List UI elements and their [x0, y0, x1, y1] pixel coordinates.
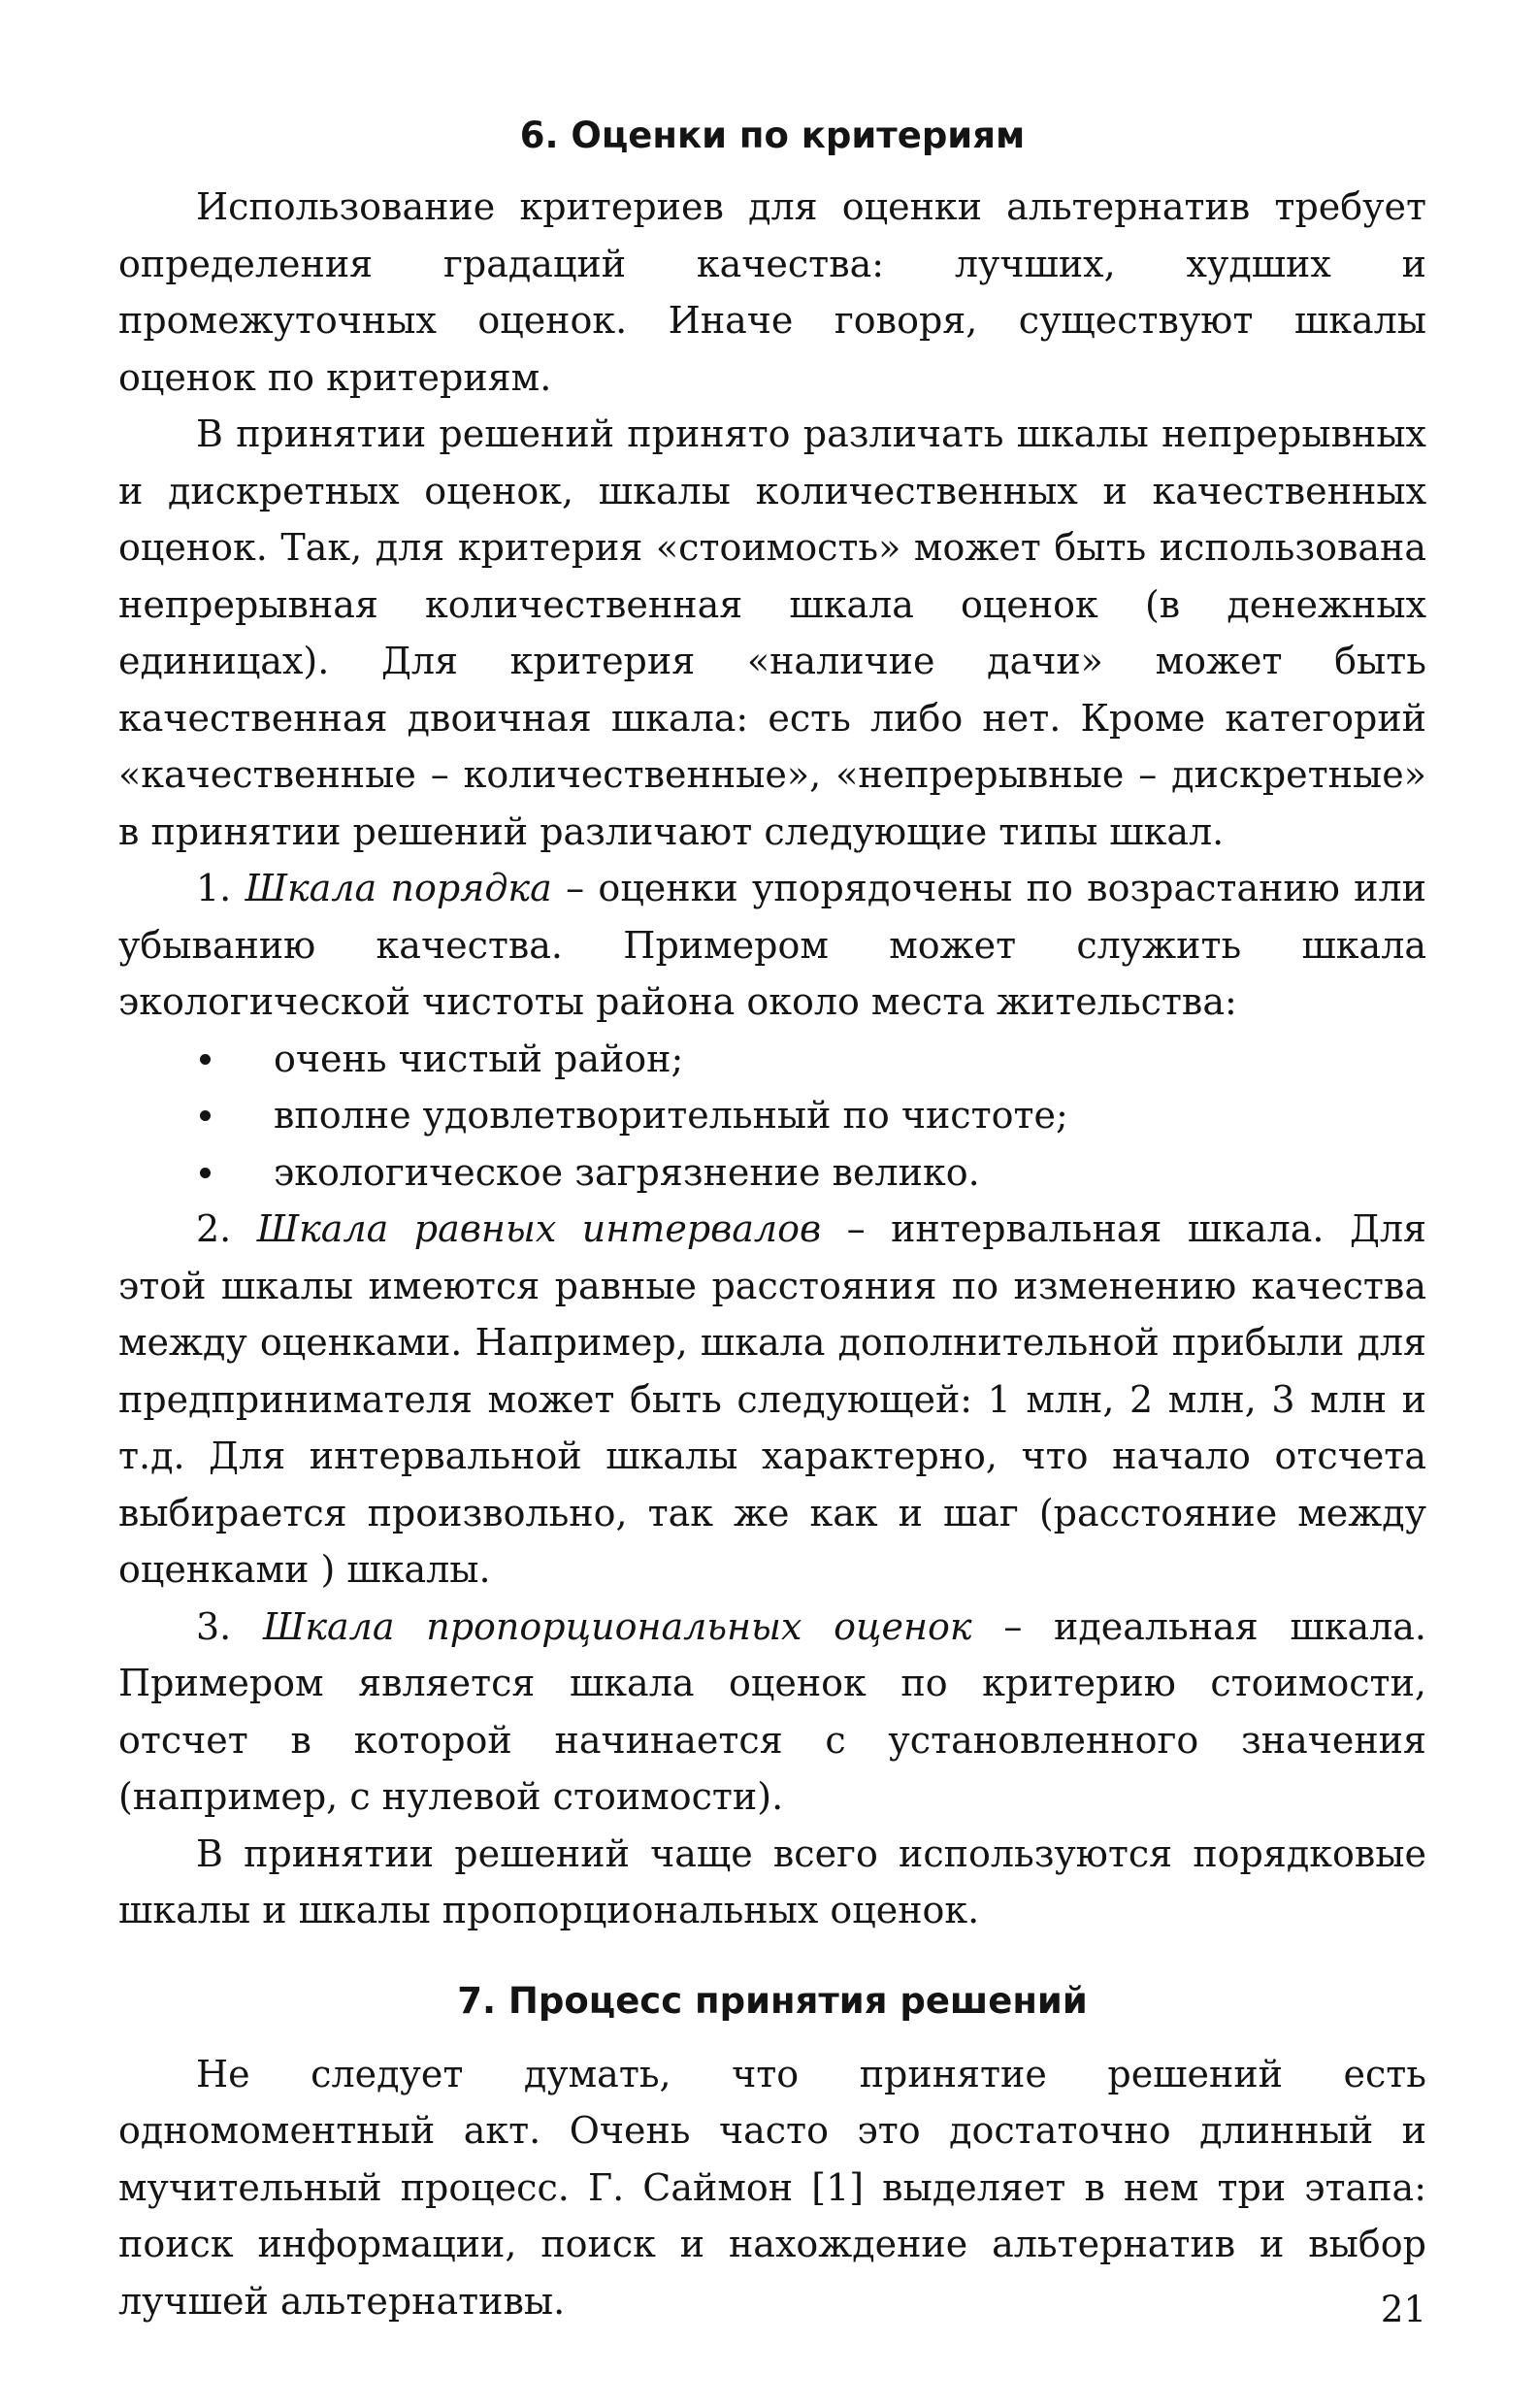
section-6-paragraph-1: Использование критериев для оценки альтернатив требует определения градаций качества: лучших, худших и промежуточных оценок. Иначе говоря, существуют шкалы оценок по критериям.: [118, 185, 1426, 399]
list-item-text: очень чистый район;: [274, 1037, 684, 1080]
list-item: [118, 1144, 1426, 1202]
list-item-text: экологическое загрязнение велико.: [274, 1150, 980, 1194]
scale-item-1-number: 1.: [196, 867, 245, 909]
section-6-heading: 6. Оценки по критериям: [519, 115, 1026, 156]
list-item-text: вполне удовлетворительный по чистоте;: [274, 1094, 1068, 1137]
list-item: [118, 1087, 1426, 1144]
scale-item-3: [118, 1599, 1426, 1826]
scale-item-2-number: 2.: [196, 1207, 257, 1250]
page-content: [118, 107, 1426, 2329]
page-number: 21: [1380, 2289, 1426, 2330]
scale-item-1-term: Шкала порядка: [245, 867, 552, 909]
bullet-icon: [200, 1110, 211, 1121]
bullet-icon: [200, 1168, 211, 1178]
section-7-paragraph-1: Не следует думать, что принятие решений есть одномоментный акт. Очень часто это достаточно длинный и мучительный процесс. Г. Саймон [1] выделяет в нем три этапа: поиск информации, поиск и нахождение альтернатив и выбор лучшей альтернативы.: [118, 2052, 1426, 2323]
list-item: [118, 1031, 1426, 1088]
scale-item-2-text: – интервальная шкала. Для этой шкалы имеются равные расстояния по изменению качества между оценками. Например, шкала дополнительной прибыли для предпринимателя может быть следующей: 1 млн, 2 млн, 3 млн и т.д. Для интервальной шкалы характерно, что начало отсчета выбирается произвольно, так же как и шаг (расстояние между оценками ) шкалы.: [118, 1207, 1426, 1591]
scale-item-3-text: – идеальная шкала. Примером является шкала оценок по критерию стоимости, отсчет в которой начинается с установленного значения (например, с нулевой стоимости).: [118, 1604, 1426, 1818]
scale-item-3-term: Шкала пропорциональных оценок: [262, 1604, 972, 1648]
section-6-paragraph-last: В принятии решений чаще всего используются порядковые шкалы и шкалы пропорциональных оценок.: [118, 1831, 1426, 1931]
ordinal-scale-example-list: [118, 1031, 1426, 1202]
section-7-heading: 7. Процесс принятия решений: [457, 1979, 1088, 2022]
bullet-icon: [200, 1054, 211, 1065]
section-6-paragraph-2: В принятии решений принято различать шкалы непрерывных и дискретных оценок, шкалы количественных и качественных оценок. Так, для критерия «стоимость» может быть использована непрерывная количественная шкала оценок (в денежных единицах). Для критерия «наличие дачи» может быть качественная двоичная шкала: есть либо нет. Кроме категорий «качественные – количественные», «непрерывные – дискретные» в принятии решений различают следующие типы шкал.: [118, 412, 1426, 853]
scale-item-2: [118, 1201, 1426, 1599]
scale-item-2-term: Шкала равных интервалов: [256, 1207, 822, 1250]
scale-item-1-text: – оценки упорядочены по возрастанию или убыванию качества. Примером может служить шкала экологической чистоты района около места жительства:: [118, 867, 1426, 1023]
scale-item-1: [118, 860, 1426, 1031]
scale-item-3-number: 3.: [196, 1604, 263, 1648]
